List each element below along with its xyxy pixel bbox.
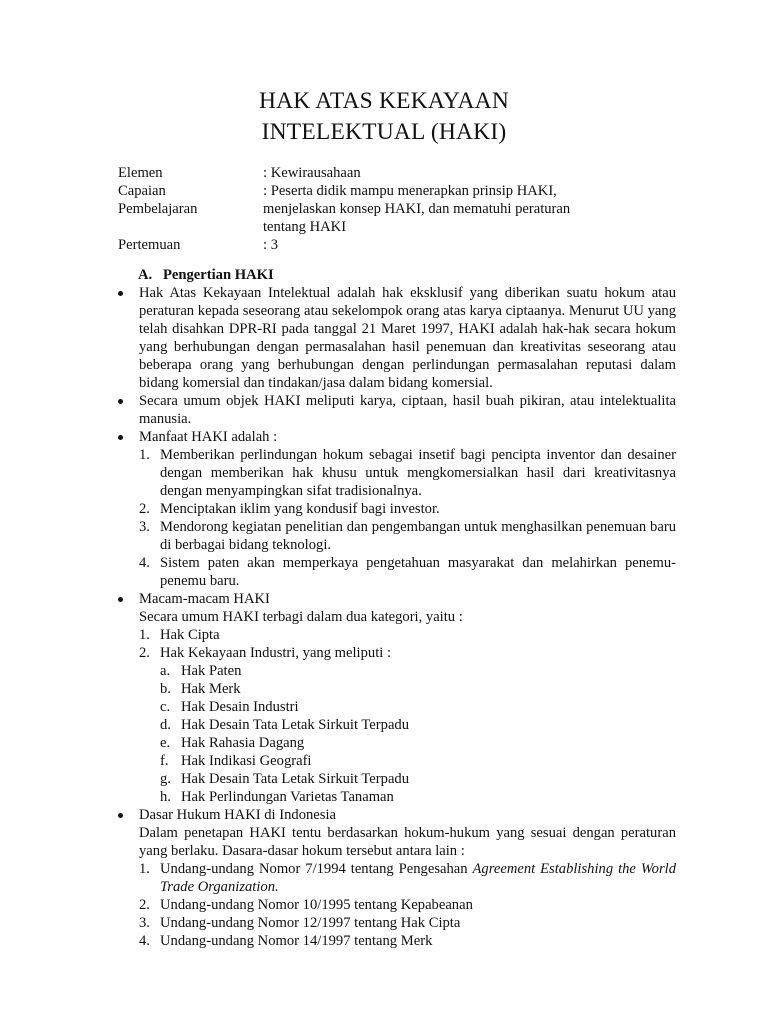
list-letter: g. [160,771,171,787]
list-item [160,770,676,788]
list-item [139,500,676,518]
list-text: Menciptakan iklim yang kondusif bagi investor. [160,501,440,517]
meta-value-line: menjelaskan konsep HAKI, dan mematuhi peraturan [263,201,571,217]
list-text: Hak Cipta [160,627,220,643]
list-item [139,518,676,554]
bullet-item-benefits: Manfaat HAKI adalah : [118,428,676,446]
types-intro: Secara umum HAKI terbagi dalam dua kategori, yaitu : [139,609,463,625]
meta-value-line: tentang HAKI [263,219,347,235]
list-item [160,698,676,716]
list-item [139,932,676,950]
list-item [160,752,676,770]
meta-row-capaian [118,182,678,236]
list-text: Hak Indikasi Geografi [181,753,312,769]
types-list [118,626,676,662]
section-letter: A. [138,267,153,283]
list-text: Mendorong kegiatan penelitian dan pengembangan untuk menghasilkan penemuan baru di berbagai bidang teknologi. [160,519,676,553]
list-text: Sistem paten akan memperkaya pengetahuan masyarakat dan melahirkan penemu-penemu baru. [160,555,676,589]
list-text: Hak Paten [181,663,242,679]
document-title [0,86,768,148]
list-text: Hak Desain Tata Letak Sirkuit Terpadu [181,771,410,787]
list-item [139,446,676,500]
bullet-item-object: Secara umum objek HAKI meliputi karya, ciptaan, hasil buah pikiran, atau intelektualita manusia. [118,392,676,428]
list-number: 2. [139,897,150,913]
list-item [139,914,676,932]
bullet-item-legal-basis: Dasar Hukum HAKI di Indonesia [118,806,676,824]
bullet-item-types: Macam-macam HAKI [118,590,676,608]
meta-key-line: Capaian [118,183,166,199]
list-text: Undang-undang Nomor 12/1997 tentang Hak Cipta [160,915,461,931]
list-letter: e. [160,735,171,751]
list-item [139,554,676,590]
list-number: 3. [139,915,150,931]
meta-value: : Kewirausahaan [263,165,361,181]
meta-value-line: : Peserta didik mampu menerapkan prinsip HAKI, [263,183,557,199]
list-number: 3. [139,519,150,535]
list-number: 1. [139,447,150,463]
list-text: Hak Desain Tata Letak Sirkuit Terpadu [181,717,410,733]
list-text: Undang-undang Nomor 10/1995 tentang Kepabeanan [160,897,473,913]
list-text: Hak Perlindungan Varietas Tanaman [181,789,394,805]
industrial-rights-list [118,662,676,806]
section-title: Pengertian HAKI [163,267,274,283]
meta-row-elemen [118,164,678,182]
list-text: Memberikan perlindungan hokum sebagai insetif bagi pencipta inventor dan desainer dengan memberikan hak khusu untuk mengkomersialkan hasil dari kreativitasnya dengan menyampingkan sifat tradisionalnya. [160,447,676,499]
list-item [160,734,676,752]
meta-value [263,182,603,236]
list-number: 2. [139,645,150,661]
list-number: 1. [139,861,150,877]
section-heading [138,266,676,284]
benefits-list [118,446,676,590]
list-letter: c. [160,699,171,715]
list-item [139,626,676,644]
list-number: 4. [139,555,150,571]
list-item [139,644,676,662]
list-letter: h. [160,789,171,805]
bullet-item-definition: Hak Atas Kekayaan Intelektual adalah hak eksklusif yang diberikan suatu hokum atau peraturan kepada seseorang atau sekelompok orang atas karya ciptaanya. Menurut UU yang telah disahkan DPR-RI pada tanggal 21 Maret 1997, HAKI adalah hak-hak secara hokum yang berhubungan dengan permasalahan hasil penemuan dan kreativitas seseorang atau beberapa orang yang berhubungan dengan perlindungan permasalahan reputasi dalam bidang komersial dan tindakan/jasa dalam bidang komersial. [118,284,676,392]
list-text: Hak Kekayaan Industri, yang meliputi : [160,645,392,661]
list-item [160,662,676,680]
list-letter: b. [160,681,171,697]
list-text: Undang-undang Nomor 14/1997 tentang Merk [160,933,433,949]
meta-key [118,182,263,236]
title-line-2: INTELEKTUAL (HAKI) [261,119,507,145]
list-item [139,860,676,896]
list-item [139,896,676,914]
list-text-italic: Agreement Establishing the World Trade Organization. [160,861,676,895]
list-item [160,680,676,698]
list-item [160,716,676,734]
list-text: Hak Rahasia Dagang [181,735,305,751]
list-text: Undang-undang Nomor 7/1994 tentang Pengesahan [160,861,473,877]
legal-basis-intro: Dalam penetapan HAKI tentu berdasarkan hokum-hukum yang sesuai dengan peraturan yang berlaku. Dasara-dasar hokum tersebut antara lain : [139,825,676,859]
meta-key: Elemen [118,165,163,181]
meta-value: : 3 [263,237,278,253]
list-number: 1. [139,627,150,643]
meta-key: Pertemuan [118,237,181,253]
list-text: Hak Desain Industri [181,699,299,715]
list-letter: d. [160,717,171,733]
document-body [118,266,676,950]
list-number: 2. [139,501,150,517]
legal-basis-list [118,860,676,950]
list-text: Hak Merk [181,681,241,697]
meta-key-line: Pembelajaran [118,201,198,217]
meta-table [118,164,678,254]
list-number: 4. [139,933,150,949]
title-line-1: HAK ATAS KEKAYAAN [258,88,510,114]
list-letter: f. [160,753,169,769]
list-item [160,788,676,806]
list-letter: a. [160,663,171,679]
meta-row-pertemuan [118,236,678,254]
